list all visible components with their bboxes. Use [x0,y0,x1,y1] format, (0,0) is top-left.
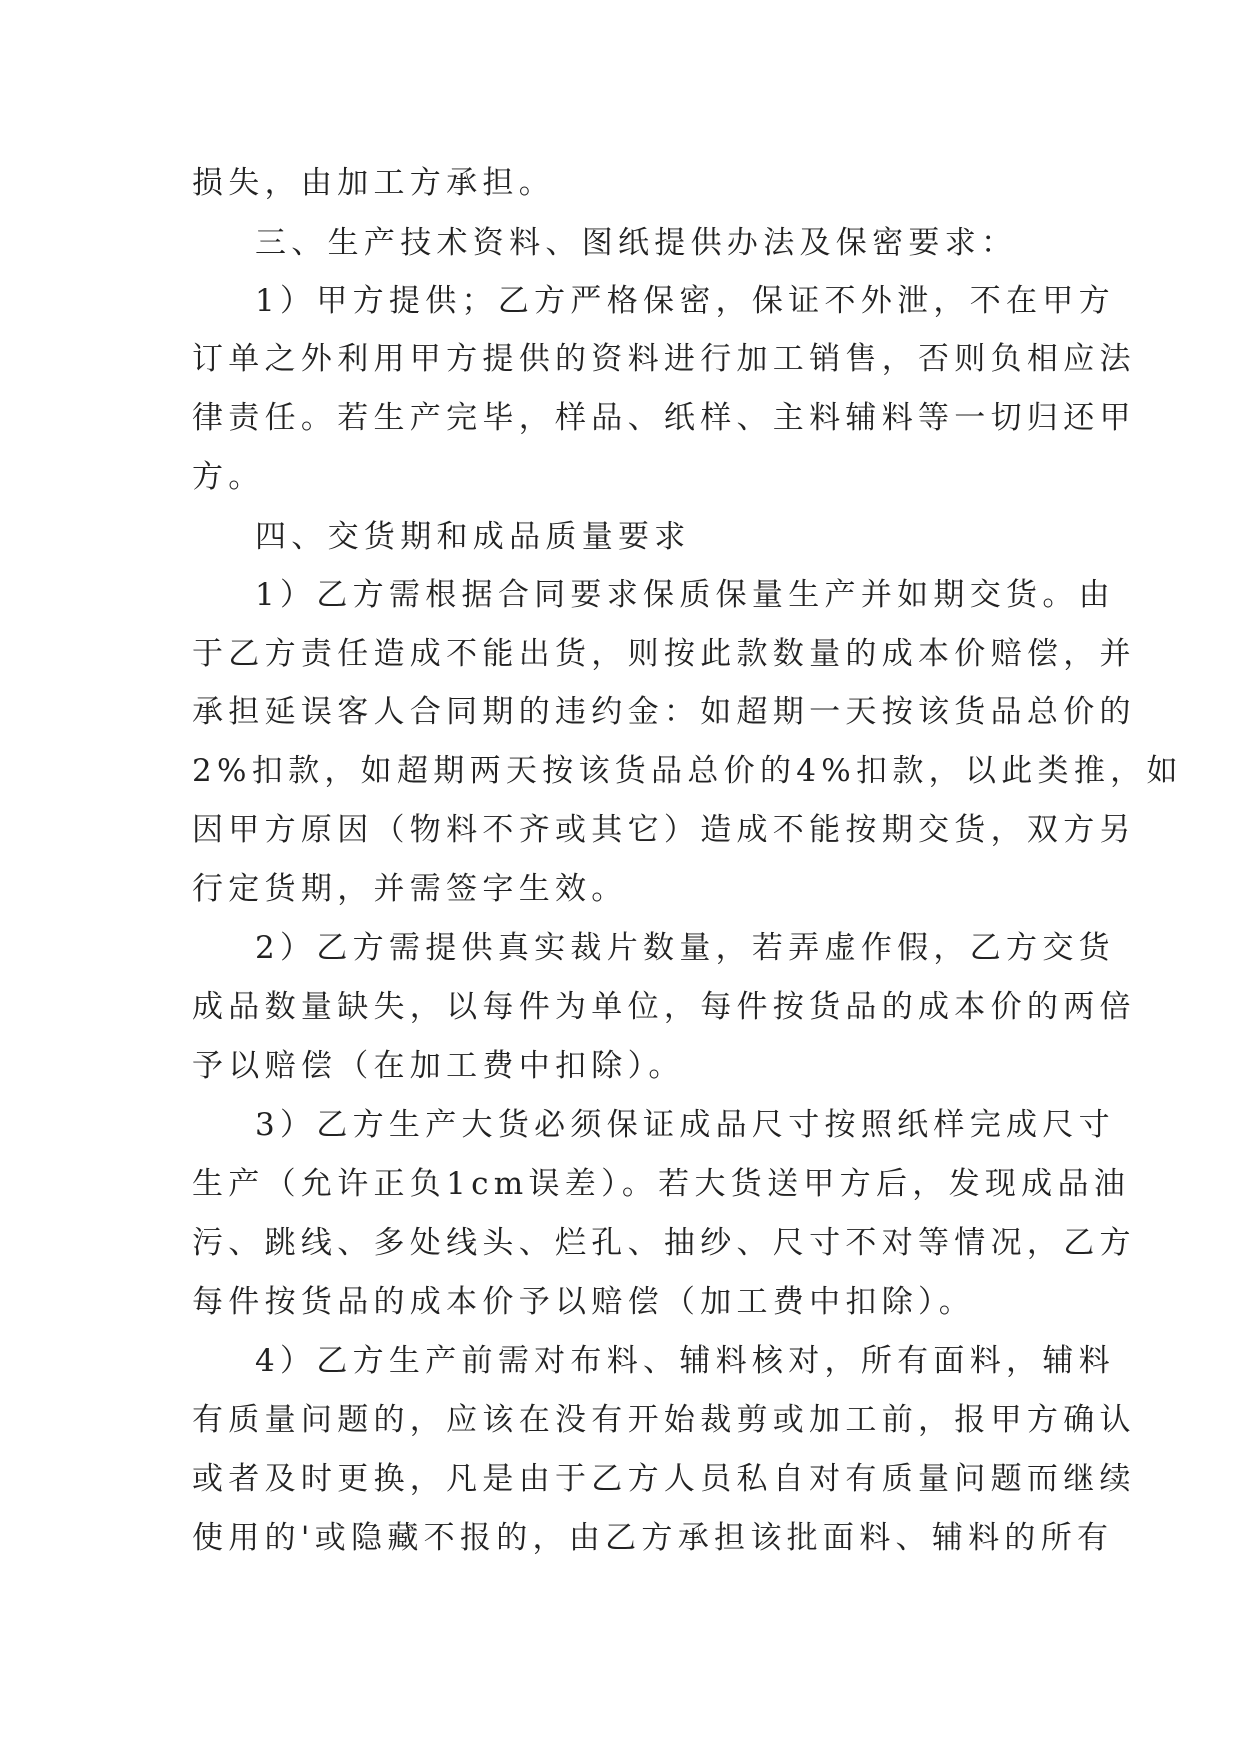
paragraph-line: 承担延误客人合同期的违约金：如超期一天按该货品总价的 [192,694,1136,730]
paragraph-line: 或者及时更换，凡是由于乙方人员私自对有质量问题而继续 [192,1461,1136,1497]
paragraph-line: 有质量问题的，应该在没有开始裁剪或加工前，报甲方确认 [192,1402,1136,1438]
paragraph-line: 2）乙方需提供真实裁片数量，若弄虚作假，乙方交货 [255,930,1115,966]
paragraph-line: 1）甲方提供；乙方严格保密，保证不外泄，不在甲方 [255,283,1115,319]
paragraph-line: 1）乙方需根据合同要求保质保量生产并如期交货。由 [255,577,1115,613]
paragraph-line: 方。 [192,459,265,495]
paragraph-line: 行定货期，并需签字生效。 [192,871,628,907]
paragraph-line: 使用的'或隐藏不报的，由乙方承担该批面料、辅料的所有 [192,1520,1114,1556]
paragraph-line: 生产（允许正负1cm误差）。若大货送甲方后，发现成品油 [192,1166,1131,1202]
section-heading: 三、生产技术资料、图纸提供办法及保密要求： [255,225,1018,261]
paragraph-line: 4）乙方生产前需对布料、辅料核对，所有面料，辅料 [255,1343,1115,1379]
section-heading: 四、交货期和成品质量要求 [255,519,691,555]
paragraph-line: 污、跳线、多处线头、烂孔、抽纱、尺寸不对等情况，乙方 [192,1225,1136,1261]
paragraph-line: 于乙方责任造成不能出货，则按此款数量的成本价赔偿，并 [192,636,1136,672]
paragraph-line: 成品数量缺失，以每件为单位，每件按货品的成本价的两倍 [192,989,1136,1025]
paragraph-line: 律责任。若生产完毕，样品、纸样、主料辅料等一切归还甲 [192,400,1136,436]
paragraph-line: 3）乙方生产大货必须保证成品尺寸按照纸样完成尺寸 [255,1107,1115,1143]
paragraph-line: 予以赔偿（在加工费中扣除）。 [192,1048,685,1084]
paragraph-line: 2%扣款，如超期两天按该货品总价的4%扣款，以此类推，如 [192,753,1183,789]
paragraph-line: 每件按货品的成本价予以赔偿（加工费中扣除）。 [192,1284,976,1320]
paragraph-line: 订单之外利用甲方提供的资料进行加工销售，否则负相应法 [192,341,1136,377]
paragraph-line: 损失，由加工方承担。 [192,165,555,201]
paragraph-line: 因甲方原因（物料不齐或其它）造成不能按期交货，双方另 [192,812,1136,848]
